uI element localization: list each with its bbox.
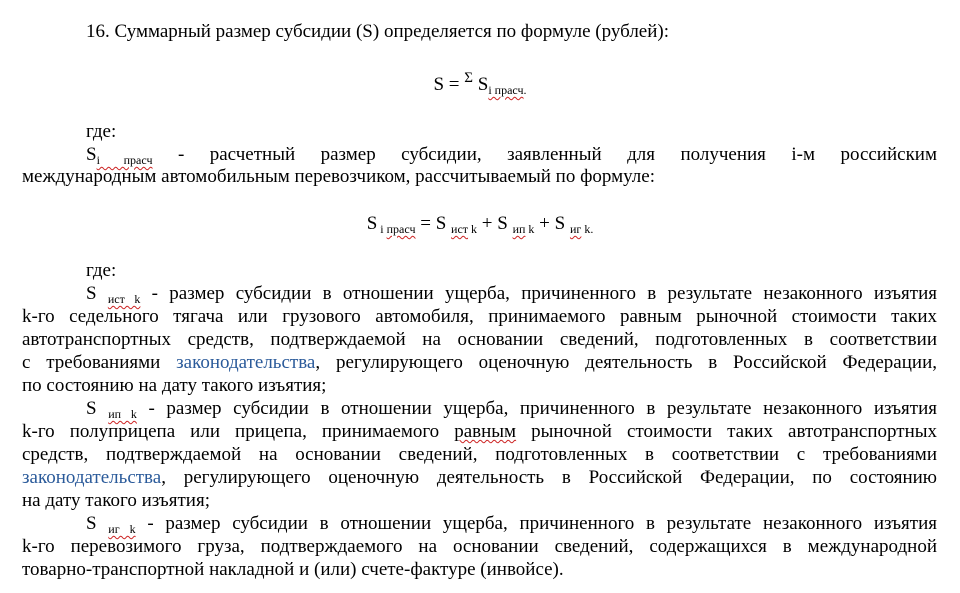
definition-ist-line-4: с требованиями законодательства, регулирующего оценочную деятельность в Российской Федерации, <box>22 352 937 373</box>
law-link-1[interactable]: законодательства <box>176 352 316 373</box>
definition-ist-line-1: S $_{ист k}$ - размер субсидии в отношении ущерба, причиненного в результате незаконного изъятия <box>86 283 937 306</box>
definition-ip-line-2: k-го полуприцепа или прицепа, принимаемого равным рыночной стоимости таких автотранспортных <box>22 421 938 442</box>
definition-ig-line-3: товарно-транспортной накладной и (или) счете-фактуре (инвойсе). <box>22 559 564 580</box>
sigma-symbol: Σ <box>464 70 473 86</box>
formula-total: S = $^\Sigma$ $S_{i прасч.}$ <box>433 70 527 97</box>
definition-prasch-line-2: международным автомобильным перевозчиком, рассчитываемый по формуле: <box>22 166 655 187</box>
definition-ip-line-1: S $_{ип k}$ - размер субсидии в отношении ущерба, причиненного в результате незаконного изъятия <box>86 398 938 421</box>
definition-ig-line-1: S $_{иг k}$ - размер субсидии в отношении ущерба, причиненного в результате незаконного изъятия <box>86 513 937 536</box>
definition-ip-line-3: средств, подтверждаемой на основании сведений, подготовленных в соответствии с требованиями <box>22 444 937 465</box>
definition-prasch-line-1: $S_{i прасч}$ - расчетный размер субсидии, заявленный для получения i-м российским <box>86 144 937 167</box>
definition-ist-line-2: k-го седельного тягача или грузового автомобиля, принимаемого равным рыночной стоимости таких <box>22 306 937 327</box>
formula-component: S $_i$ $_{прасч}$ = S $_{ист}$ $_k$ + S $_{ип}$ $_k$ + S $_{иг}$ $_{k.}$ <box>366 213 594 236</box>
definition-ip-line-5: на дату такого изъятия; <box>22 490 210 511</box>
where-label-1: где: <box>86 121 117 142</box>
definition-ig-line-2: k-го перевозимого груза, подтверждаемого на основании сведений, содержащихся в международной <box>22 536 937 557</box>
law-link-2[interactable]: законодательства <box>22 467 162 488</box>
definition-ist-line-5: по состоянию на дату такого изъятия; <box>22 375 327 396</box>
section-heading: 16. Суммарный размер субсидии (S) определяется по формуле (рублей): <box>86 21 670 42</box>
where-label-2: где: <box>86 260 117 281</box>
definition-ist-line-3: автотранспортных средств, подтверждаемой на основании сведений, подготовленных в соответствии <box>22 329 937 350</box>
definition-ip-line-4: законодательства, регулирующего оценочную деятельность в Российской Федерации, по состоянию <box>22 467 937 488</box>
